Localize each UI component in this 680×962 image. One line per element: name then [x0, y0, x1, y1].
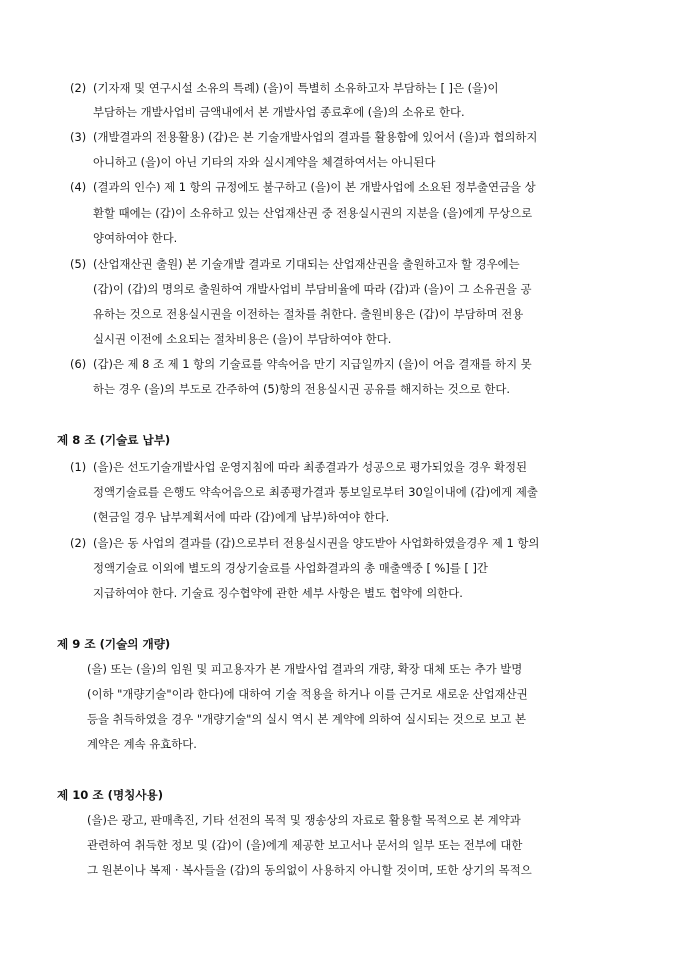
item-text-line: (을)은 선도기술개발사업 운영지침에 따라 최종결과가 성공으로 평가되었을 경우 확정된 — [93, 460, 527, 474]
item-text-line: (현금일 경우 납부계획서에 따라 (갑)에게 납부)하여야 한다. — [93, 510, 390, 524]
item-text-line: (을)은 동 사업의 결과를 (갑)으로부터 전용실시권을 양도받아 사업화하였을경우 제 1 항의 — [93, 536, 540, 550]
paragraph-line: 계약은 계속 유효하다. — [87, 737, 197, 751]
item-text-line: 지급하여야 한다. 기술료 징수협약에 관한 세부 사항은 별도 협약에 의한다. — [93, 586, 463, 600]
item-text-line: 양여하여야 한다. — [93, 231, 178, 245]
item-text-line: (갑)은 제 8 조 제 1 항의 기술료를 약속어음 만기 지급일까지 (을)이 어음 결재를 하지 못 — [93, 357, 532, 371]
paragraph-line: 그 원본이나 복제 · 복사들을 (갑)의 동의없이 사용하지 아니할 것이며, 또한 상기의 목적으 — [87, 863, 532, 877]
item-text-line: 아니하고 (을)이 아닌 기타의 자와 실시계약을 체결하여서는 아니된다 — [93, 155, 436, 169]
item-number: (3) — [70, 130, 87, 144]
paragraph-line: (을)은 광고, 판매촉진, 기타 선전의 목적 및 쟁송상의 자료로 활용할 목적으로 본 계약과 — [87, 813, 521, 827]
item-text-line: 부담하는 개발사업비 금액내에서 본 개발사업 종료후에 (을)의 소유로 한다. — [93, 105, 465, 119]
item-text-line: (산업재산권 출원) 본 기술개발 결과로 기대되는 산업재산권을 출원하고자 할 경우에는 — [93, 257, 520, 271]
item-number: (1) — [70, 460, 87, 474]
item-text-line: 환할 때에는 (갑)이 소유하고 있는 산업재산권 중 전용실시권의 지분을 (을)에게 무상으로 — [93, 206, 533, 220]
item-number: (5) — [70, 257, 87, 271]
item-text-line: (결과의 인수) 제 1 항의 규정에도 불구하고 (을)이 본 개발사업에 소요된 정부출연금을 상 — [93, 180, 536, 194]
item-number: (2) — [70, 81, 87, 95]
item-text-line: 실시권 이전에 소요되는 절차비용은 (을)이 부담하여야 한다. — [93, 332, 392, 346]
item-text-line: 정액기술료 이외에 별도의 경상기술료를 사업화결과의 총 매출액중 [ %]를 [ ]간 — [93, 561, 488, 575]
section-heading-8: 제 8 조 (기술료 납부) — [57, 433, 171, 447]
paragraph-line: (을) 또는 (을)의 임원 및 피고용자가 본 개발사업 결과의 개량, 확장 대체 또는 추가 발명 — [87, 662, 523, 676]
item-text-line: (갑)이 (갑)의 명의로 출원하여 개발사업비 부담비율에 따라 (갑)과 (을)이 그 소유권을 공 — [93, 282, 532, 296]
item-text-line: 유하는 것으로 전용실시권을 이전하는 절차를 취한다. 출원비용은 (갑)이 부담하며 전용 — [93, 307, 524, 321]
section-heading-10: 제 10 조 (명칭사용) — [57, 788, 164, 802]
paragraph-line: 등을 취득하였을 경우 "개량기술"의 실시 역시 본 계약에 의하여 실시되는 것으로 보고 본 — [87, 712, 527, 726]
item-number: (4) — [70, 180, 87, 194]
item-text-line: 정액기술료를 은행도 약속어음으로 최종평가결과 통보일로부터 30일이내에 (갑)에게 제출 — [93, 485, 538, 499]
item-number: (2) — [70, 536, 87, 550]
item-text-line: (개발결과의 전용활용) (갑)은 본 기술개발사업의 결과를 활용함에 있어서 (을)과 협의하지 — [93, 130, 538, 144]
item-text-line: (기자재 및 연구시설 소유의 특례) (을)이 특별히 소유하고자 부담하는 [ ]은 (을)이 — [93, 81, 499, 95]
item-text-line: 하는 경우 (을)의 부도로 간주하여 (5)항의 전용실시권 공유를 해지하는 것으로 한다. — [93, 382, 510, 396]
paragraph-line: (이하 "개량기술"이라 한다)에 대하여 기술 적용을 하거나 이를 근거로 새로운 산업재산권 — [87, 687, 528, 701]
item-number: (6) — [70, 357, 87, 371]
section-heading-9: 제 9 조 (기술의 개량) — [57, 637, 171, 651]
paragraph-line: 관련하여 취득한 정보 및 (갑)이 (을)에게 제공한 보고서나 문서의 일부 또는 전부에 대한 — [87, 838, 523, 852]
